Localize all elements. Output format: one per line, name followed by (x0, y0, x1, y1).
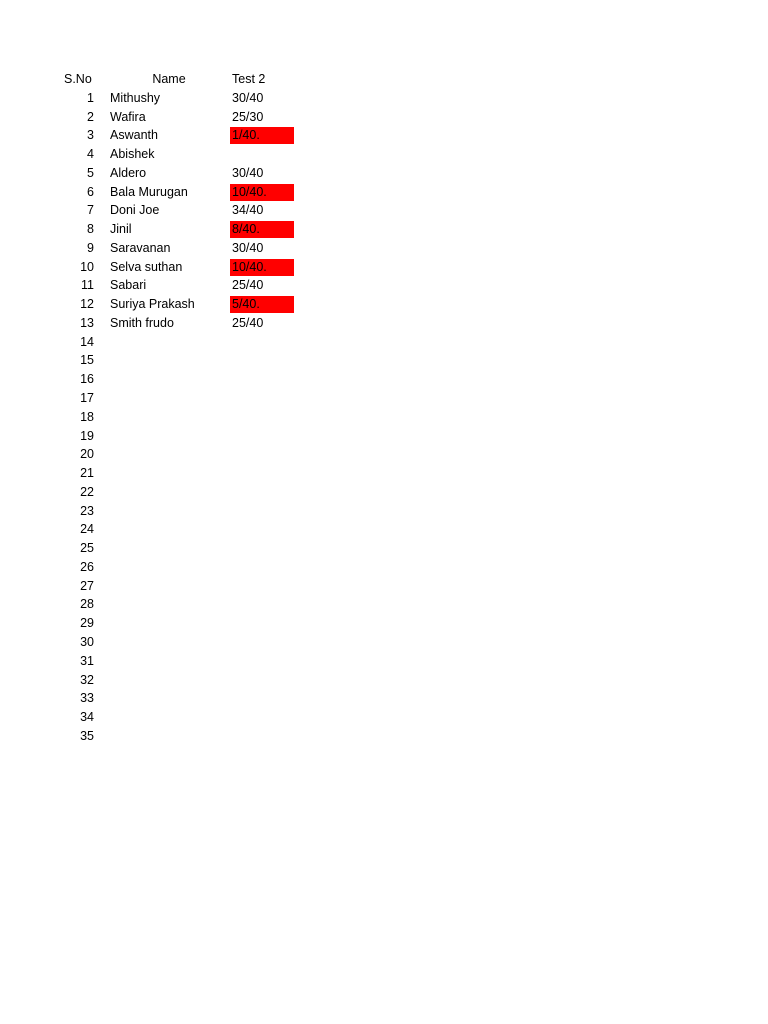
serial-number: 32 (80, 672, 94, 687)
serial-number: 19 (80, 428, 94, 443)
test-score-flagged: 10/40. (230, 184, 294, 201)
test-score (230, 389, 294, 408)
table-row (0, 689, 768, 708)
table-row (0, 220, 768, 239)
table-row (0, 295, 768, 314)
serial-number: 25 (80, 541, 94, 556)
student-name (110, 595, 228, 614)
test-score (230, 445, 294, 464)
test-score (230, 577, 294, 596)
test-score (230, 145, 294, 164)
student-name (110, 427, 228, 446)
student-name: Selva suthan (110, 259, 183, 274)
table-row (0, 145, 768, 164)
serial-number: 9 (87, 240, 94, 255)
table-row (0, 164, 768, 183)
test-score: 30/40 (232, 90, 264, 105)
test-score (230, 483, 294, 502)
student-name (110, 614, 228, 633)
header-sno: S.No (64, 72, 92, 86)
student-name (110, 652, 228, 671)
table-row (0, 239, 768, 258)
test-score-flagged: 5/40. (230, 296, 294, 313)
student-name (110, 502, 228, 521)
student-name: Mithushy (110, 90, 161, 105)
test-score (230, 520, 294, 539)
serial-number: 27 (80, 578, 94, 593)
table-row (0, 502, 768, 521)
serial-number: 30 (80, 634, 94, 649)
table-row (0, 539, 768, 558)
student-name (110, 408, 228, 427)
student-name: Smith frudo (110, 315, 174, 330)
test-score (230, 464, 294, 483)
student-name: Doni Joe (110, 203, 160, 218)
test-score (230, 671, 294, 690)
student-name: Aldero (110, 165, 147, 180)
serial-number: 26 (80, 559, 94, 574)
student-name (110, 370, 228, 389)
serial-number: 28 (80, 597, 94, 612)
serial-number: 22 (80, 484, 94, 499)
table-row (0, 389, 768, 408)
student-name (110, 689, 228, 708)
table-row (0, 577, 768, 596)
table-row (0, 258, 768, 277)
student-name: Abishek (110, 147, 155, 162)
student-name: Saravanan (110, 240, 171, 255)
student-name (110, 351, 228, 370)
serial-number: 18 (80, 409, 94, 424)
test-score (230, 595, 294, 614)
test-score (230, 408, 294, 427)
student-name (110, 708, 228, 727)
test-score (230, 727, 294, 746)
student-rows (0, 89, 768, 746)
table-row (0, 708, 768, 727)
test-score (230, 558, 294, 577)
table-row (0, 126, 768, 145)
student-name (110, 633, 228, 652)
test-score-flagged: 10/40. (230, 259, 294, 276)
student-name (110, 464, 228, 483)
serial-number: 1 (87, 90, 94, 105)
test-score: 34/40 (232, 203, 264, 218)
serial-number: 20 (80, 447, 94, 462)
student-name: Jinil (110, 222, 132, 237)
serial-number: 33 (80, 691, 94, 706)
student-name (110, 558, 228, 577)
table-row (0, 108, 768, 127)
table-row (0, 201, 768, 220)
serial-number: 14 (80, 334, 94, 349)
serial-number: 6 (87, 184, 94, 199)
table-row (0, 520, 768, 539)
test-score (230, 351, 294, 370)
student-name: Wafira (110, 109, 146, 124)
table-row (0, 351, 768, 370)
test-score (230, 708, 294, 727)
serial-number: 15 (80, 353, 94, 368)
test-score (230, 427, 294, 446)
table-row (0, 483, 768, 502)
serial-number: 11 (81, 278, 94, 293)
student-name (110, 445, 228, 464)
serial-number: 21 (80, 466, 94, 481)
serial-number: 12 (80, 297, 94, 312)
student-name: Sabari (110, 278, 147, 293)
student-name (110, 520, 228, 539)
table-row (0, 671, 768, 690)
serial-number: 10 (80, 259, 94, 274)
test-score (230, 652, 294, 671)
test-score: 30/40 (232, 240, 264, 255)
table-row (0, 445, 768, 464)
serial-number: 13 (80, 315, 94, 330)
student-name: Bala Murugan (110, 184, 188, 199)
test-score (230, 333, 294, 352)
serial-number: 16 (80, 372, 94, 387)
test-score (230, 502, 294, 521)
test-score-flagged: 1/40. (230, 127, 294, 144)
serial-number: 7 (87, 203, 94, 218)
student-name (110, 577, 228, 596)
student-name (110, 671, 228, 690)
serial-number: 4 (87, 147, 94, 162)
test-score (230, 370, 294, 389)
serial-number: 31 (80, 653, 94, 668)
table-row (0, 89, 768, 108)
student-name (110, 727, 228, 746)
serial-number: 23 (80, 503, 94, 518)
student-name (110, 389, 228, 408)
serial-number: 2 (87, 109, 94, 124)
serial-number: 34 (80, 710, 94, 725)
table-row (0, 652, 768, 671)
student-name (110, 333, 228, 352)
student-name (110, 483, 228, 502)
test-score: 25/40 (232, 315, 264, 330)
serial-number: 29 (80, 616, 94, 631)
table-row (0, 633, 768, 652)
serial-number: 35 (80, 728, 94, 743)
student-name: Aswanth (110, 128, 158, 143)
serial-number: 17 (80, 391, 94, 406)
table-row (0, 427, 768, 446)
test-score (230, 689, 294, 708)
test-score (230, 633, 294, 652)
table-row (0, 408, 768, 427)
table-row (0, 370, 768, 389)
serial-number: 24 (80, 522, 94, 537)
table-row (0, 558, 768, 577)
test-score: 25/40 (232, 278, 264, 293)
table-row (0, 183, 768, 202)
header-row (0, 70, 768, 89)
test-score: 30/40 (232, 165, 264, 180)
table-row (0, 727, 768, 746)
serial-number: 8 (87, 222, 94, 237)
student-name (110, 539, 228, 558)
student-name: Suriya Prakash (110, 297, 195, 312)
table-row (0, 464, 768, 483)
table-row (0, 276, 768, 295)
test-score (230, 539, 294, 558)
table-row (0, 333, 768, 352)
test-score-flagged: 8/40. (230, 221, 294, 238)
header-name: Name (152, 72, 186, 86)
test-score: 25/30 (232, 109, 264, 124)
table-row (0, 314, 768, 333)
serial-number: 5 (87, 165, 94, 180)
header-test-2: Test 2 (232, 72, 266, 86)
serial-number: 3 (87, 128, 94, 143)
test-score (230, 614, 294, 633)
table-row (0, 614, 768, 633)
table-row (0, 595, 768, 614)
marks-sheet (0, 70, 768, 746)
